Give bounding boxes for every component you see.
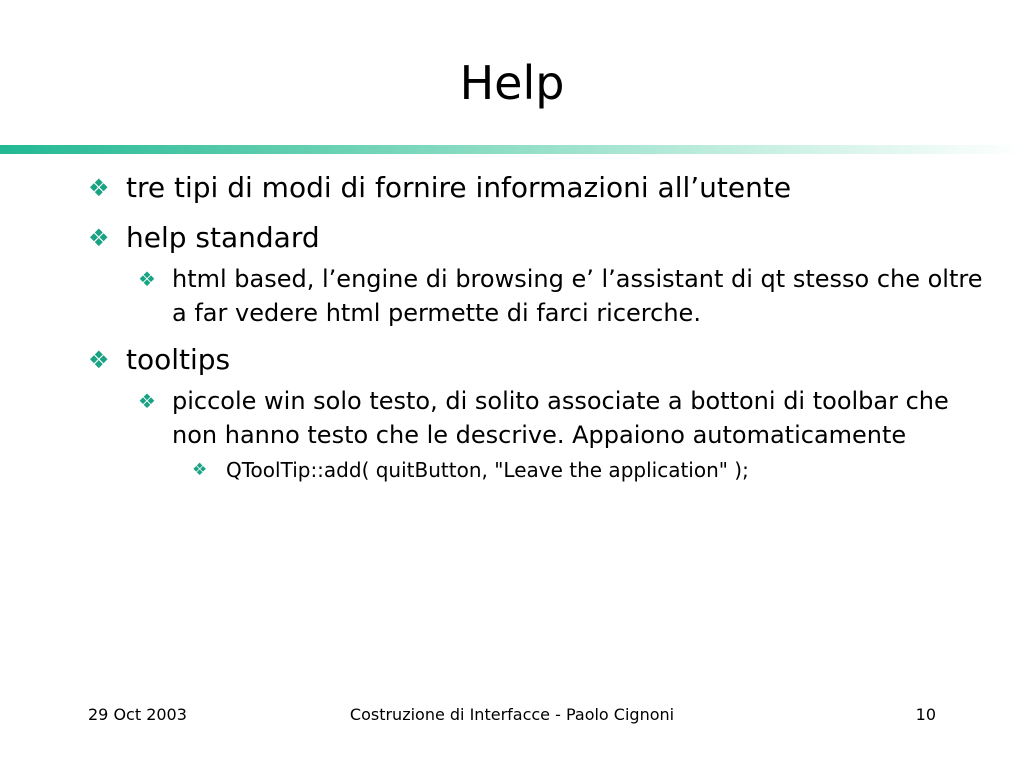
- footer-date: 29 Oct 2003: [88, 705, 187, 724]
- diamond-bullet-icon: ❖: [88, 174, 110, 202]
- diamond-bullet-icon: ❖: [88, 346, 110, 374]
- diamond-bullet-icon: ❖: [88, 224, 110, 252]
- footer-title: Costruzione di Interfacce - Paolo Cignoni: [349, 705, 675, 724]
- diamond-bullet-icon: ❖: [138, 389, 156, 413]
- diamond-bullet-icon: ❖: [138, 267, 156, 291]
- title-divider: [0, 145, 1024, 154]
- sub-bullet-item: [88, 262, 988, 330]
- bullet-item: [88, 220, 988, 256]
- bullet-list: [88, 170, 988, 484]
- code-example-text: QToolTip::add( quitButton, "Leave the application" );: [226, 458, 749, 482]
- bullet-item: [88, 170, 988, 206]
- diamond-bullet-icon: ❖: [192, 460, 208, 480]
- bullet-item: [88, 342, 988, 378]
- sub-bullet-item: [88, 384, 988, 452]
- bullet-text: tre tipi di modi di fornire informazioni all’utente: [126, 171, 792, 204]
- bullet-text: help standard: [126, 221, 320, 254]
- sub-sub-bullet-item: [88, 456, 988, 484]
- sub-bullet-text: html based, l’engine di browsing e’ l’assistant di qt stesso che oltre a far vedere html permette di farci ricerche.: [172, 265, 983, 327]
- page-number: 10: [915, 705, 936, 724]
- bullet-text: tooltips: [126, 343, 231, 376]
- sub-bullet-text: piccole win solo testo, di solito associate a bottoni di toolbar che non hanno testo che le descrive. Appaiono automaticamente: [172, 387, 949, 449]
- slide-title: Help: [459, 56, 565, 110]
